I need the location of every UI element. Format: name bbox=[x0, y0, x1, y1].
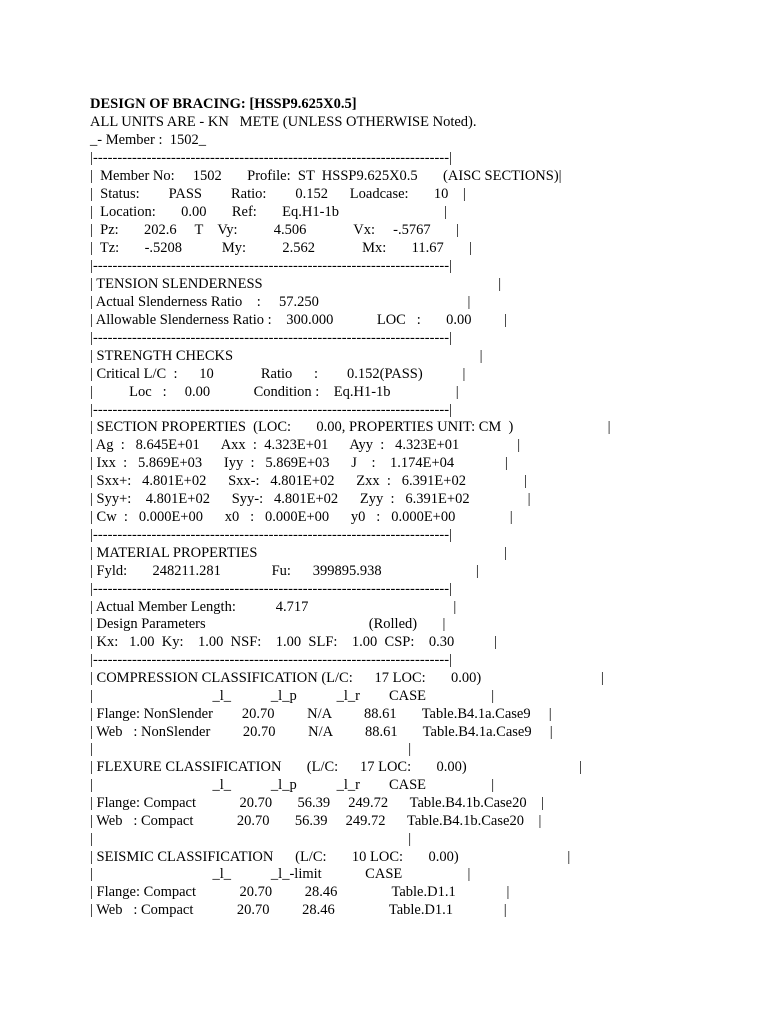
text-line: | _l_ _l_p _l_r CASE | bbox=[90, 777, 495, 793]
divider-line: |-------------------------------------------------------------------------| bbox=[90, 258, 453, 274]
divider-line: |-------------------------------------------------------------------------| bbox=[90, 150, 453, 166]
text-line: | Loc : 0.00 Condition : Eq.H1-1b | bbox=[90, 384, 459, 400]
section-heading: | FLEXURE CLASSIFICATION (L/C: 17 LOC: 0.00) | bbox=[90, 759, 582, 775]
section-heading: | SEISMIC CLASSIFICATION (L/C: 10 LOC: 0.00) | bbox=[90, 849, 571, 865]
text-line: | Tz: -.5208 My: 2.562 Mx: 11.67 | bbox=[90, 240, 472, 256]
divider-line: |-------------------------------------------------------------------------| bbox=[90, 402, 453, 418]
section-heading: | COMPRESSION CLASSIFICATION (L/C: 17 LOC: 0.00) | bbox=[90, 670, 604, 686]
text-line: | Web : Compact 20.70 28.46 Table.D1.1 | bbox=[90, 902, 507, 918]
text-line: | Flange: Compact 20.70 28.46 Table.D1.1 | bbox=[90, 884, 510, 900]
text-line: | _l_ _l_p _l_r CASE | bbox=[90, 688, 495, 704]
section-heading: | STRENGTH CHECKS | bbox=[90, 348, 483, 364]
divider-line: |-------------------------------------------------------------------------| bbox=[90, 581, 453, 597]
text-line: | Design Parameters (Rolled) | bbox=[90, 616, 446, 632]
text-line: | Critical L/C : 10 Ratio : 0.152(PASS) | bbox=[90, 366, 466, 382]
text-line: | Web : NonSlender 20.70 N/A 88.61 Table.B4.1a.Case9 | bbox=[90, 724, 553, 740]
document-title: DESIGN OF BRACING: [HSSP9.625X0.5] bbox=[90, 96, 357, 112]
text-line: | Ixx : 5.869E+03 Iyy : 5.869E+03 J : 1.174E+04 | bbox=[90, 455, 508, 471]
text-line: | Flange: NonSlender 20.70 N/A 88.61 Table.B4.1a.Case9 | bbox=[90, 706, 552, 722]
text-line: | Actual Member Length: 4.717 | bbox=[90, 599, 457, 615]
text-line: _- Member : 1502_ bbox=[90, 132, 206, 148]
text-line: | Allowable Slenderness Ratio : 300.000 LOC : 0.00 | bbox=[90, 312, 508, 328]
text-line: | _l_ _l_-limit CASE | bbox=[90, 866, 471, 882]
section-heading: | MATERIAL PROPERTIES | bbox=[90, 545, 507, 561]
text-line: | Syy+: 4.801E+02 Syy-: 4.801E+02 Zyy : 6.391E+02 | bbox=[90, 491, 531, 507]
text-line: | Actual Slenderness Ratio : 57.250 | bbox=[90, 294, 471, 310]
text-line: | Member No: 1502 Profile: ST HSSP9.625X0.5 (AISC SECTIONS)| bbox=[90, 168, 562, 184]
text-line: | | bbox=[90, 831, 412, 847]
divider-line: |-------------------------------------------------------------------------| bbox=[90, 330, 453, 346]
text-line: | Kx: 1.00 Ky: 1.00 NSF: 1.00 SLF: 1.00 CSP: 0.30 | bbox=[90, 634, 498, 650]
divider-line: |-------------------------------------------------------------------------| bbox=[90, 527, 453, 543]
section-heading: | TENSION SLENDERNESS | bbox=[90, 276, 502, 292]
text-line: | Flange: Compact 20.70 56.39 249.72 Table.B4.1b.Case20 | bbox=[90, 795, 544, 811]
divider-line: |-------------------------------------------------------------------------| bbox=[90, 652, 453, 668]
text-line: | Web : Compact 20.70 56.39 249.72 Table.B4.1b.Case20 | bbox=[90, 813, 542, 829]
text-line: | Sxx+: 4.801E+02 Sxx-: 4.801E+02 Zxx : 6.391E+02 | bbox=[90, 473, 527, 489]
text-line: | Location: 0.00 Ref: Eq.H1-1b | bbox=[90, 204, 447, 220]
text-line: | Cw : 0.000E+00 x0 : 0.000E+00 y0 : 0.000E+00 | bbox=[90, 509, 513, 525]
text-line: | Status: PASS Ratio: 0.152 Loadcase: 10 | bbox=[90, 186, 466, 202]
text-line: | | bbox=[90, 741, 412, 757]
text-line: | Pz: 202.6 T Vy: 4.506 Vx: -.5767 | bbox=[90, 222, 459, 238]
text-line: | Fyld: 248211.281 Fu: 399895.938 | bbox=[90, 563, 479, 579]
text-line: | Ag : 8.645E+01 Axx : 4.323E+01 Ayy : 4.323E+01 | bbox=[90, 437, 521, 453]
text-line: ALL UNITS ARE - KN METE (UNLESS OTHERWISE Noted). bbox=[90, 114, 477, 130]
section-heading: | SECTION PROPERTIES (LOC: 0.00, PROPERTIES UNIT: CM ) | bbox=[90, 419, 611, 435]
